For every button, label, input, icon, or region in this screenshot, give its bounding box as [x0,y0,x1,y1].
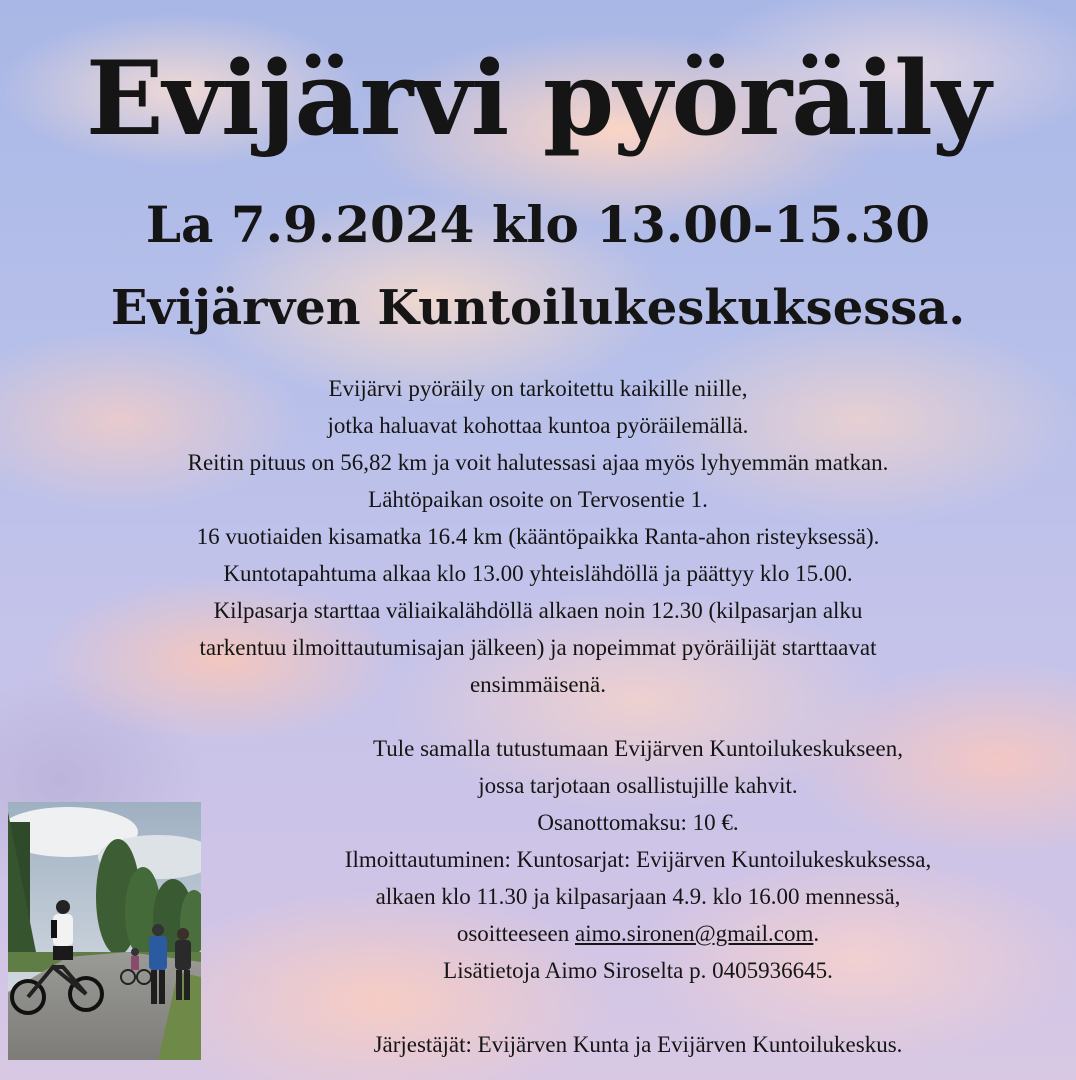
event-details [208,730,1068,1063]
info-line: ensimmäisenä. [469,672,607,697]
details-line: jossa tarjotaan osallistujille kahvit. [478,773,798,798]
details-line: Tule samalla tutustumaan Evijärven Kuntoilukeskukseen, [373,736,903,761]
info-line: Evijärvi pyöräily on tarkoitettu kaikille niille, [328,376,748,401]
fee-line: Osanottomaksu: 10 €. [537,810,739,835]
info-line: Kuntotapahtuma alkaa klo 13.00 yhteislähdöllä ja päättyy klo 15.00. [223,561,853,586]
event-info [0,370,1076,703]
info-line: 16 vuotiaiden kisamatka 16.4 km (kääntöpaikka Ranta-ahon risteyksessä). [196,524,880,549]
cyclists-photo [8,802,201,1060]
organizers-line: Järjestäjät: Evijärven Kunta ja Evijärven Kuntoilukeskus. [373,1032,903,1057]
info-line: Reitin pituus on 56,82 km ja voit halutessasi ajaa myös lyhyemmän matkan. [187,450,889,475]
info-line: jotka haluavat kohottaa kuntoa pyöräilemällä. [327,413,749,438]
registration-deadline-line: alkaen klo 11.30 ja kilpasarjaan 4.9. klo 16.00 mennessä, [375,884,901,909]
registration-line: Ilmoittautuminen: Kuntosarjat: Evijärven Kuntoilukeskuksessa, [344,847,932,872]
info-line: tarkentuu ilmoittautumisajan jälkeen) ja nopeimmat pyöräilijät starttaavat [199,635,877,660]
info-line: Kilpasarja starttaa väliaikalähdöllä alkaen noin 12.30 (kilpasarjan alku [213,598,863,623]
email-prefix: osoitteeseen [456,921,576,946]
email-suffix: . [813,921,820,946]
email-link[interactable]: aimo.sironen@gmail.com [575,921,814,946]
email-line [208,915,1068,952]
event-date: La 7.9.2024 klo 13.00-15.30 [145,195,931,254]
cyclists-photo-illustration [8,802,201,1060]
poster-title: Evijärvi pyöräily [85,39,991,159]
spacer [208,989,1068,1026]
event-location: Evijärven Kuntoilukeskuksessa. [110,280,966,336]
contact-line: Lisätietoja Aimo Siroselta p. 0405936645. [443,958,833,983]
info-line: Lähtöpaikan osoite on Tervosentie 1. [368,487,708,512]
